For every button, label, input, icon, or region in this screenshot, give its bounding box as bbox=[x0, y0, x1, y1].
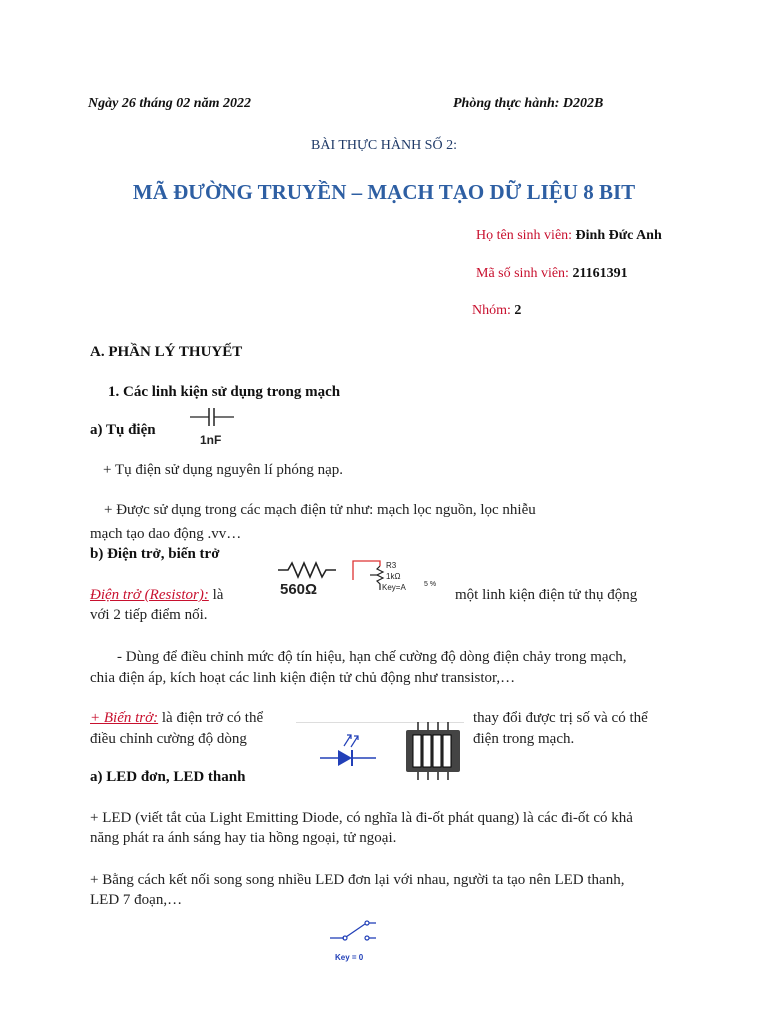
group-row bbox=[472, 303, 521, 319]
led-paragraph-2-line-2: LED 7 đoạn,… bbox=[90, 892, 183, 908]
resistor-desc-2: với 2 tiếp điểm nối. bbox=[90, 607, 208, 623]
student-id: 21161391 bbox=[572, 266, 628, 281]
pot-key: Key=A bbox=[382, 583, 406, 592]
student-name: Đinh Đức Anh bbox=[575, 228, 662, 243]
potentiometer-symbol bbox=[350, 558, 450, 598]
group-value: 2 bbox=[514, 303, 522, 318]
subsection-1-heading: 1. Các linh kiện sử dụng trong mạch bbox=[108, 384, 341, 400]
variable-resistor-text-1: là điện trở có thể bbox=[161, 710, 264, 726]
switch-key-label: Key = 0 bbox=[335, 953, 364, 962]
resistor-use-2: chia điện áp, kích hoạt các linh kiện điện tử chủ động như transistor,… bbox=[90, 670, 516, 686]
variable-resistor-text-2: điều chỉnh cường độ dòng bbox=[90, 731, 247, 747]
capacitor-line-3: mạch tạo dao động .vv… bbox=[90, 526, 242, 542]
resistor-label: Điện trở (Resistor): bbox=[90, 587, 209, 603]
student-id-row bbox=[476, 266, 628, 282]
led-paragraph-1-line-1: + LED (viết tắt của Light Emitting Diode, có nghĩa là đi-ốt phát quang) là các đi-ốt có khả bbox=[90, 810, 633, 826]
resistor-use-1: - Dùng để điều chỉnh mức độ tín hiệu, hạn chế cường độ dòng điện chảy trong mạch, bbox=[117, 649, 627, 665]
variable-resistor-line-1 bbox=[90, 710, 263, 727]
variable-resistor-text-4: điện trong mạch. bbox=[473, 731, 575, 747]
resistor-definition-start bbox=[90, 587, 223, 604]
led-heading: a) LED đơn, LED thanh bbox=[90, 769, 246, 785]
resistor-heading: b) Điện trở, biến trở bbox=[90, 546, 220, 562]
resistor-desc-1: một linh kiện điện tử thụ động bbox=[455, 587, 638, 603]
lab-room: Phòng thực hành: D202B bbox=[453, 96, 604, 111]
group-label: Nhóm: bbox=[472, 303, 511, 318]
student-name-row bbox=[476, 228, 662, 244]
switch-symbol bbox=[330, 914, 380, 962]
led-bar-graph-icon bbox=[404, 722, 464, 784]
variable-resistor-label: + Biến trở: bbox=[90, 710, 159, 726]
page-title: MÃ ĐƯỜNG TRUYỀN – MẠCH TẠO DỮ LIỆU 8 BIT bbox=[132, 180, 636, 204]
resistor-is: là bbox=[212, 587, 224, 603]
lab-number: BÀI THỰC HÀNH SỐ 2: bbox=[311, 138, 457, 153]
pot-value: 1kΩ bbox=[386, 572, 401, 581]
student-id-label: Mã số sinh viên: bbox=[476, 266, 569, 281]
student-name-label: Họ tên sinh viên: bbox=[476, 228, 573, 243]
capacitor-heading: a) Tụ điện bbox=[90, 422, 156, 438]
capacitor-line-1: + Tụ điện sử dụng nguyên lí phóng nạp. bbox=[103, 462, 344, 478]
resistor-symbol bbox=[276, 560, 340, 600]
pot-percent: 5 % bbox=[424, 581, 437, 588]
date-line: Ngày 26 tháng 02 năm 2022 bbox=[88, 96, 251, 111]
led-paragraph-1-line-2: năng phát ra ánh sáng hay tia hồng ngoại, tử ngoại. bbox=[90, 830, 397, 846]
capacitor-symbol bbox=[190, 406, 240, 446]
pot-ref: R3 bbox=[386, 561, 397, 570]
led-paragraph-2-line-1: + Bằng cách kết nối song song nhiều LED đơn lại với nhau, người ta tạo nên LED thanh, bbox=[90, 872, 625, 888]
led-diode-icon bbox=[318, 730, 388, 770]
resistor-value-label: 560Ω bbox=[280, 581, 318, 598]
capacitor-line-2: + Được sử dụng trong các mạch điện tử như: mạch lọc nguồn, lọc nhiễu bbox=[104, 502, 536, 518]
section-a-heading: A. PHẦN LÝ THUYẾT bbox=[90, 344, 243, 360]
capacitor-value-label: 1nF bbox=[200, 433, 222, 447]
variable-resistor-text-3: thay đổi được trị số và có thể bbox=[473, 710, 648, 726]
